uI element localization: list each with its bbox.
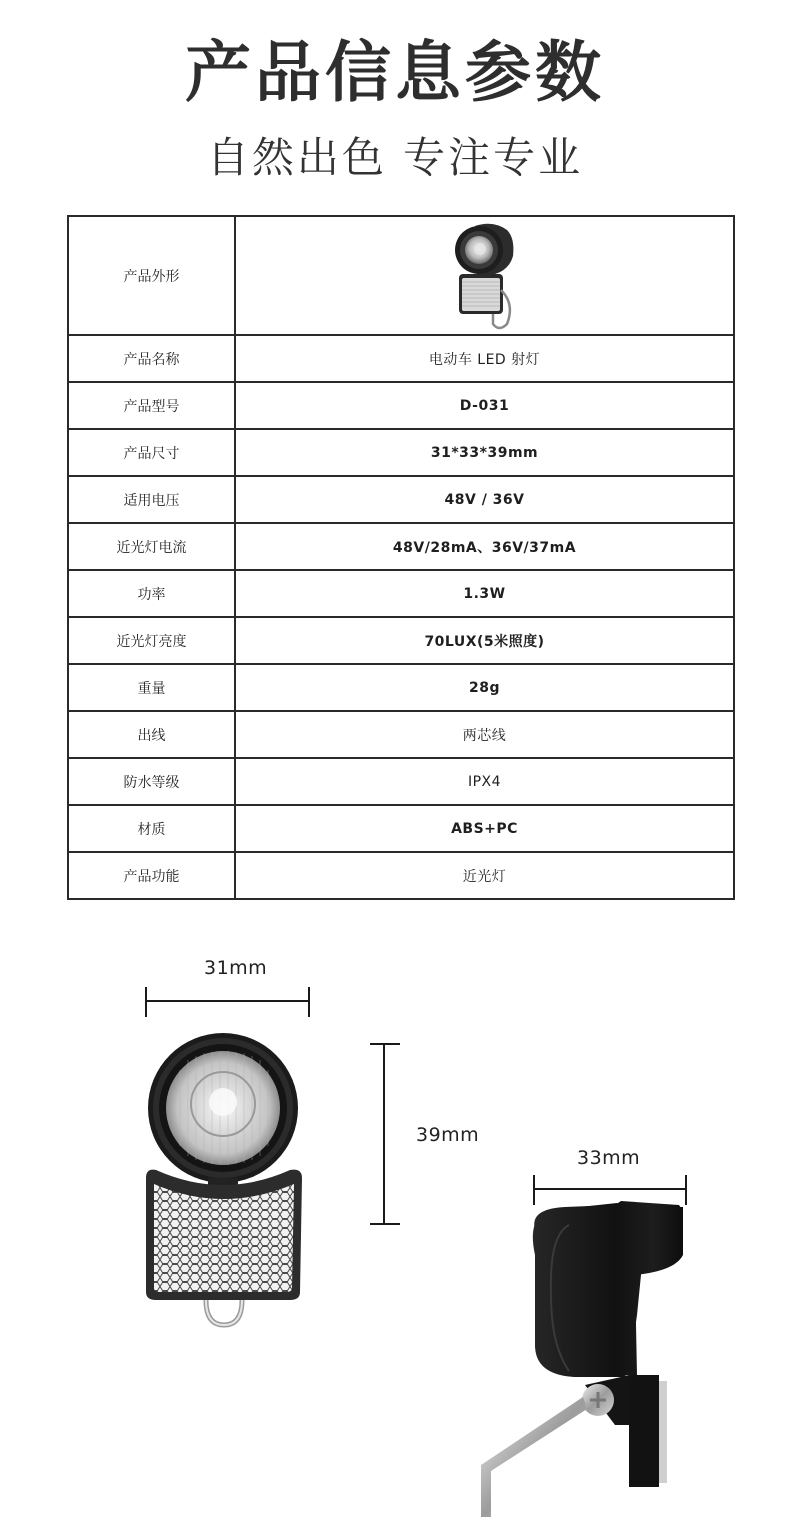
row-label: 重量 xyxy=(68,664,235,711)
row-value: IPX4 xyxy=(235,758,734,805)
table-row xyxy=(68,523,734,570)
row-value: 28g xyxy=(235,664,734,711)
width-dimension-line xyxy=(146,1000,310,1002)
spec-table xyxy=(67,215,735,900)
width-dimension-label: 31mm xyxy=(204,957,268,979)
headlight-front-view-image xyxy=(140,1030,310,1330)
row-label: 近光灯电流 xyxy=(68,523,235,570)
row-value-image xyxy=(235,216,734,335)
height-dimension-label: 39mm xyxy=(416,1124,480,1146)
row-value: 31*33*39mm xyxy=(235,429,734,476)
row-value: 近光灯 xyxy=(235,852,734,899)
row-value: 48V / 36V xyxy=(235,476,734,523)
table-row xyxy=(68,711,734,758)
depth-dimension-line xyxy=(534,1188,687,1190)
row-label: 产品型号 xyxy=(68,382,235,429)
table-row xyxy=(68,617,734,664)
table-row xyxy=(68,382,734,429)
row-value: 70LUX(5米照度) xyxy=(235,617,734,664)
height-dimension-cap-top xyxy=(370,1043,400,1045)
row-value: 电动车 LED 射灯 xyxy=(235,335,734,382)
headlight-thumbnail-image xyxy=(445,220,525,332)
row-label: 防水等级 xyxy=(68,758,235,805)
row-value: 1.3W xyxy=(235,570,734,617)
headlight-side-view-image xyxy=(465,1195,695,1525)
row-value: 48V/28mA、36V/37mA xyxy=(235,523,734,570)
height-dimension-line xyxy=(383,1044,385,1225)
width-dimension-cap-left xyxy=(145,987,147,1017)
table-row xyxy=(68,805,734,852)
row-label: 适用电压 xyxy=(68,476,235,523)
table-row xyxy=(68,476,734,523)
row-label: 产品功能 xyxy=(68,852,235,899)
row-label: 产品尺寸 xyxy=(68,429,235,476)
row-value: 两芯线 xyxy=(235,711,734,758)
table-row xyxy=(68,429,734,476)
row-label: 产品外形 xyxy=(68,216,235,335)
table-row xyxy=(68,852,734,899)
page-title: 产品信息参数 xyxy=(185,34,605,111)
table-row xyxy=(68,335,734,382)
row-value: ABS+PC xyxy=(235,805,734,852)
table-row xyxy=(68,216,734,335)
table-row xyxy=(68,570,734,617)
table-row xyxy=(68,664,734,711)
row-label: 产品名称 xyxy=(68,335,235,382)
page-subtitle: 自然出色 专注专业 xyxy=(206,133,584,182)
table-row xyxy=(68,758,734,805)
row-label: 出线 xyxy=(68,711,235,758)
row-label: 功率 xyxy=(68,570,235,617)
depth-dimension-label: 33mm xyxy=(577,1147,641,1169)
height-dimension-cap-bottom xyxy=(370,1223,400,1225)
row-label: 近光灯亮度 xyxy=(68,617,235,664)
row-label: 材质 xyxy=(68,805,235,852)
row-value: D-031 xyxy=(235,382,734,429)
width-dimension-cap-right xyxy=(308,987,310,1017)
